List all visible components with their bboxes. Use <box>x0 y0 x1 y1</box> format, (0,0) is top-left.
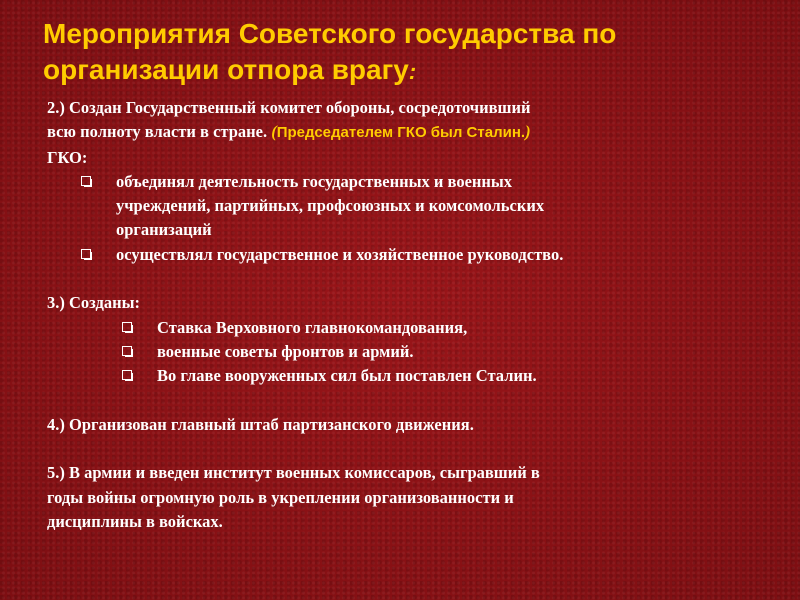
section-3-item-1: Ставка Верховного главнокомандования, <box>157 317 468 337</box>
list-item <box>47 340 747 364</box>
title-line-2 <box>43 52 763 90</box>
section-3-item-3: Во главе вооруженных сил был поставлен Сталин. <box>157 366 537 386</box>
section-5-line-2: годы войны огромную роль в укреплении организованности и <box>47 487 514 507</box>
title-line-1: Мероприятия Советского государства по <box>43 18 617 49</box>
section-5-line-1: 5.) В армии и введен институт военных комиссаров, сыгравший в <box>47 463 540 483</box>
list-item <box>47 364 747 388</box>
title-colon: : <box>408 59 417 84</box>
list-item <box>47 316 747 340</box>
slide-body <box>47 96 747 534</box>
checkbox-square-icon <box>122 370 132 380</box>
title-line-2-text: организации отпора врагу <box>43 54 409 85</box>
section-5-line-3: дисциплины в войсках. <box>47 512 223 532</box>
list-item <box>47 170 747 243</box>
section-3-heading: 3.) Созданы: <box>47 293 140 313</box>
gko-label: ГКО: <box>47 147 88 167</box>
bullet-2-text: осуществлял государственное и хозяйственное руководство. <box>116 244 564 264</box>
checkbox-square-icon <box>81 176 91 186</box>
spacer <box>47 267 747 291</box>
spacer <box>47 437 747 461</box>
section-2-line-2-text: всю полноту власти в стране. <box>47 122 272 142</box>
spacer <box>47 389 747 413</box>
paren-close: ) <box>525 122 531 142</box>
bullet-1-line-2: учреждений, партийных, профсоюзных и комсомольских <box>116 196 545 216</box>
checkbox-square-icon <box>81 249 91 259</box>
section-2-line-1: 2.) Создан Государственный комитет обороны, сосредоточивший <box>47 98 531 117</box>
section-4-text: 4.) Организован главный штаб партизанского движения. <box>47 414 474 434</box>
bullet-1-line-3: организаций <box>116 220 212 240</box>
paren-open: ( <box>271 122 277 142</box>
section-3-item-2: военные советы фронтов и армий. <box>157 341 414 361</box>
section-2-line-2 <box>47 120 747 145</box>
checkbox-square-icon <box>122 346 132 356</box>
chairman-highlight: Председателем ГКО был Сталин. <box>276 124 526 142</box>
bullet-1-line-1: объединял деятельность государственных и военных <box>116 171 513 191</box>
list-item <box>47 243 747 267</box>
checkbox-square-icon <box>122 322 132 332</box>
slide-title <box>43 16 763 90</box>
